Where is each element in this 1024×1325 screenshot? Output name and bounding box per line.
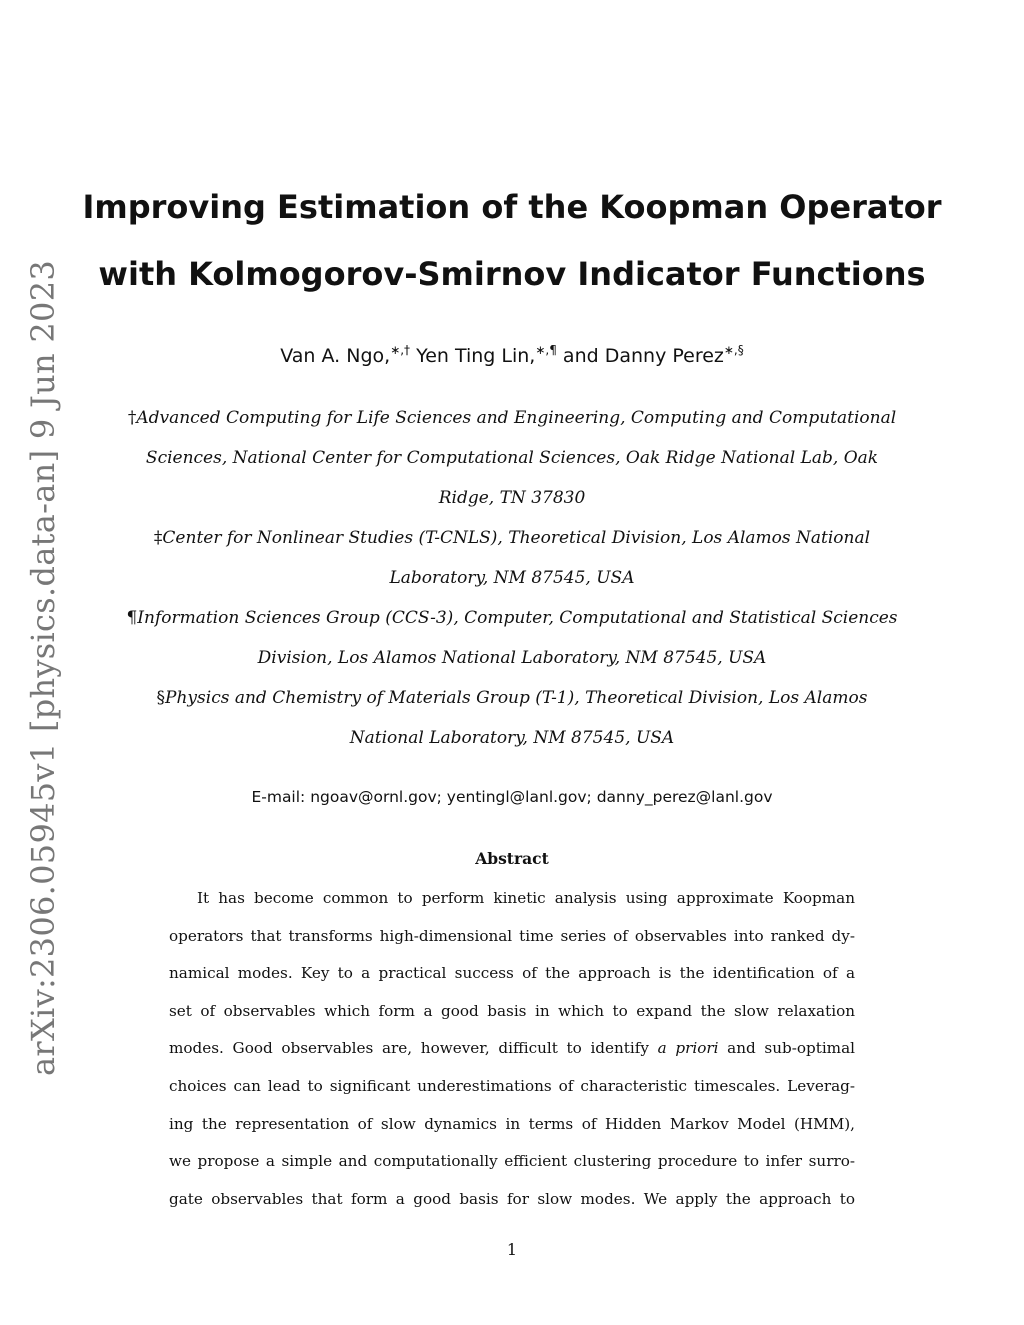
affiliation-mark: ¶ [126,608,138,628]
affiliation-mark: ‡ [153,528,163,548]
abstract-line: choices can lead to significant underestimations of characteristic timescales. Leverag- [169,1076,855,1095]
author-name: Van A. Ngo, [280,345,391,367]
abstract-text-segment: and sub-optimal [718,1039,855,1058]
author-affiliation-marks: ∗,† [390,343,411,357]
author-affiliation-marks: ∗,§ [723,343,744,357]
affiliation-line: Ridge, TN 37830 [438,488,586,508]
contact-email: E-mail: ngoav@ornl.gov; yentingl@lanl.gov; danny_perez@lanl.gov [251,788,773,806]
affiliation-line: Center for Nonlinear Studies (T-CNLS), Theoretical Division, Los Alamos National [162,528,871,548]
affiliation-2 [0,518,1024,598]
affiliation-line: Laboratory, NM 87545, USA [389,568,635,588]
affiliation-mark: † [127,408,137,428]
abstract-line: gate observables that form a good basis for slow modes. We apply the approach to [169,1189,855,1208]
abstract-text [169,880,855,1218]
affiliation-3 [0,598,1024,678]
paper-title-line-1: Improving Estimation of the Koopman Operator [82,188,942,226]
abstract-line: ing the representation of slow dynamics in terms of Hidden Markov Model (HMM), [169,1114,855,1133]
author-affiliation-marks: ∗,¶ [535,343,557,357]
abstract-italic-term: a priori [657,1039,719,1058]
abstract-line [169,1030,855,1068]
affiliation-line: Physics and Chemistry of Materials Group (T-1), Theoretical Division, Los Alamos [165,688,868,708]
affiliation-4 [0,678,1024,758]
abstract-line: set of observables which form a good basis in which to expand the slow relaxation [169,1001,855,1020]
abstract-line: namical modes. Key to a practical success of the approach is the identification of a [169,964,855,983]
affiliation-line: Division, Los Alamos National Laboratory, NM 87545, USA [257,648,767,668]
paper-title-line-2: with Kolmogorov-Smirnov Indicator Functions [98,255,926,293]
abstract-line: operators that transforms high-dimensional time series of observables into ranked dy- [169,926,855,945]
abstract-line: we propose a simple and computationally efficient clustering procedure to infer surro- [169,1152,855,1171]
author-name: and Danny Perez [562,345,724,367]
affiliation-1 [0,398,1024,518]
affiliation-line: Sciences, National Center for Computational Sciences, Oak Ridge National Lab, Oak [145,448,879,468]
affiliation-line: Information Sciences Group (CCS-3), Computer, Computational and Statistical Sciences [137,608,898,628]
author-name: Yen Ting Lin, [416,345,536,367]
author-list [0,343,1024,367]
abstract-heading: Abstract [475,849,549,868]
page-number: 1 [506,1240,518,1259]
abstract-line: It has become common to perform kinetic analysis using approximate Koopman [197,889,855,907]
arxiv-identifier: arXiv:2306.05945v1 [physics.data-an] 9 Jun 2023 [24,259,62,1077]
abstract-text-segment: modes. Good observables are, however, difficult to identify [169,1039,658,1058]
affiliation-line: National Laboratory, NM 87545, USA [349,728,675,748]
affiliation-line: Advanced Computing for Life Sciences and Engineering, Computing and Computational [136,408,897,428]
affiliation-mark: § [156,688,166,708]
